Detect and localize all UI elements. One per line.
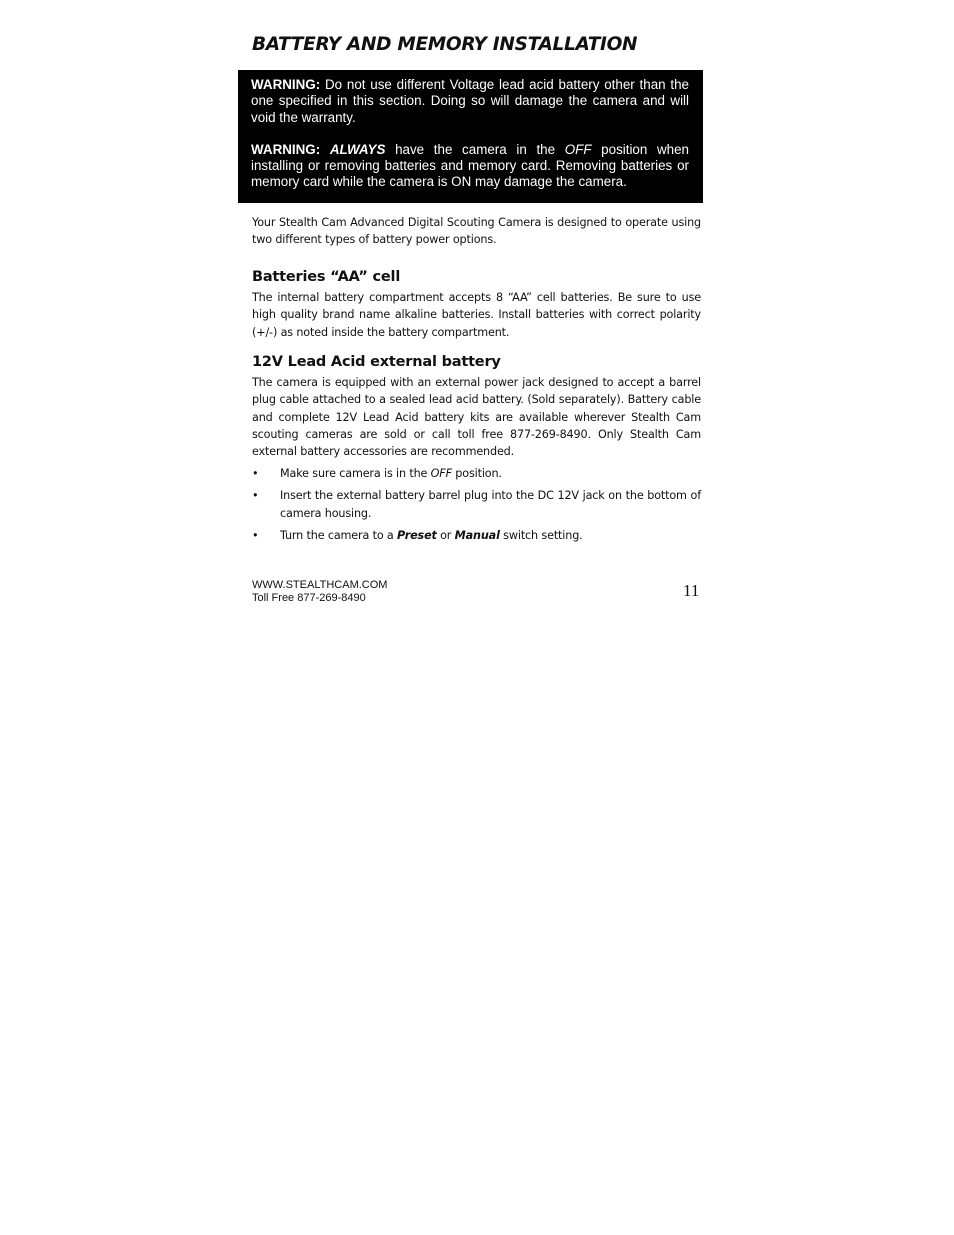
warning-text: position when installing or removing batteries and memory card. Removing batteries or memory card while the camera is ON may damage the camera.	[251, 141, 690, 190]
bullet-text: Turn the camera to a	[280, 528, 398, 542]
bullet-text: switch setting.	[499, 528, 583, 542]
list-item	[252, 527, 701, 544]
list-item	[252, 465, 701, 482]
page-number: 11	[683, 581, 700, 600]
bullet-emphasis: OFF	[430, 467, 452, 480]
warning-label: WARNING:	[251, 77, 321, 92]
warning-text: have the camera in the	[385, 141, 565, 157]
intro-paragraph: Your Stealth Cam Advanced Digital Scouting Camera is designed to operate using two different types of battery power options.	[252, 216, 701, 247]
warning-off: OFF	[564, 141, 592, 157]
warning-off-position	[251, 142, 689, 191]
bullet-marker: •	[252, 467, 259, 480]
bullet-text: Insert the external battery barrel plug into the DC 12V jack on the bottom of camera housing.	[280, 489, 701, 520]
bullet-text: or	[436, 528, 455, 542]
section-body-aa: The internal battery compartment accepts 8 “AA” cell batteries. Be sure to use high quality brand name alkaline batteries. Install batteries with correct polarity (+/-) as noted inside the battery compartment.	[252, 291, 701, 339]
footer-phone: Toll Free 877-269-8490	[252, 592, 366, 604]
warning-label: WARNING:	[251, 141, 321, 157]
warning-box	[238, 70, 703, 203]
page-title: BATTERY AND MEMORY INSTALLATION	[252, 34, 638, 55]
list-item	[252, 487, 701, 522]
bullet-list	[252, 465, 701, 549]
bullet-emphasis: Preset	[397, 528, 437, 542]
bullet-text: position.	[451, 467, 502, 480]
section-heading-lead-acid: 12V Lead Acid external battery	[252, 354, 501, 370]
footer-url: WWW.STEALTHCAM.COM	[252, 579, 388, 591]
bullet-marker: •	[252, 489, 259, 503]
bullet-marker: •	[252, 528, 259, 542]
bullet-text: Make sure camera is in the	[280, 467, 431, 480]
warning-text: Do not use different Voltage lead acid battery other than the one specified in this section. Doing so will damage the camera and will void the warranty.	[251, 77, 689, 125]
bullet-emphasis: Manual	[454, 528, 500, 542]
section-body-lead-acid: The camera is equipped with an external power jack designed to accept a barrel plug cable attached to a sealed lead acid battery. (Sold separately). Battery cable and complete 12V Lead Acid battery kits are available wherever Stealth Cam scouting cameras are sold or call toll free 877-269-8490. Only Stealth Cam external battery accessories are recommended.	[252, 376, 701, 459]
warning-voltage	[251, 77, 689, 126]
section-heading-aa: Batteries “AA” cell	[252, 269, 401, 285]
warning-emphasis: ALWAYS	[329, 141, 386, 157]
